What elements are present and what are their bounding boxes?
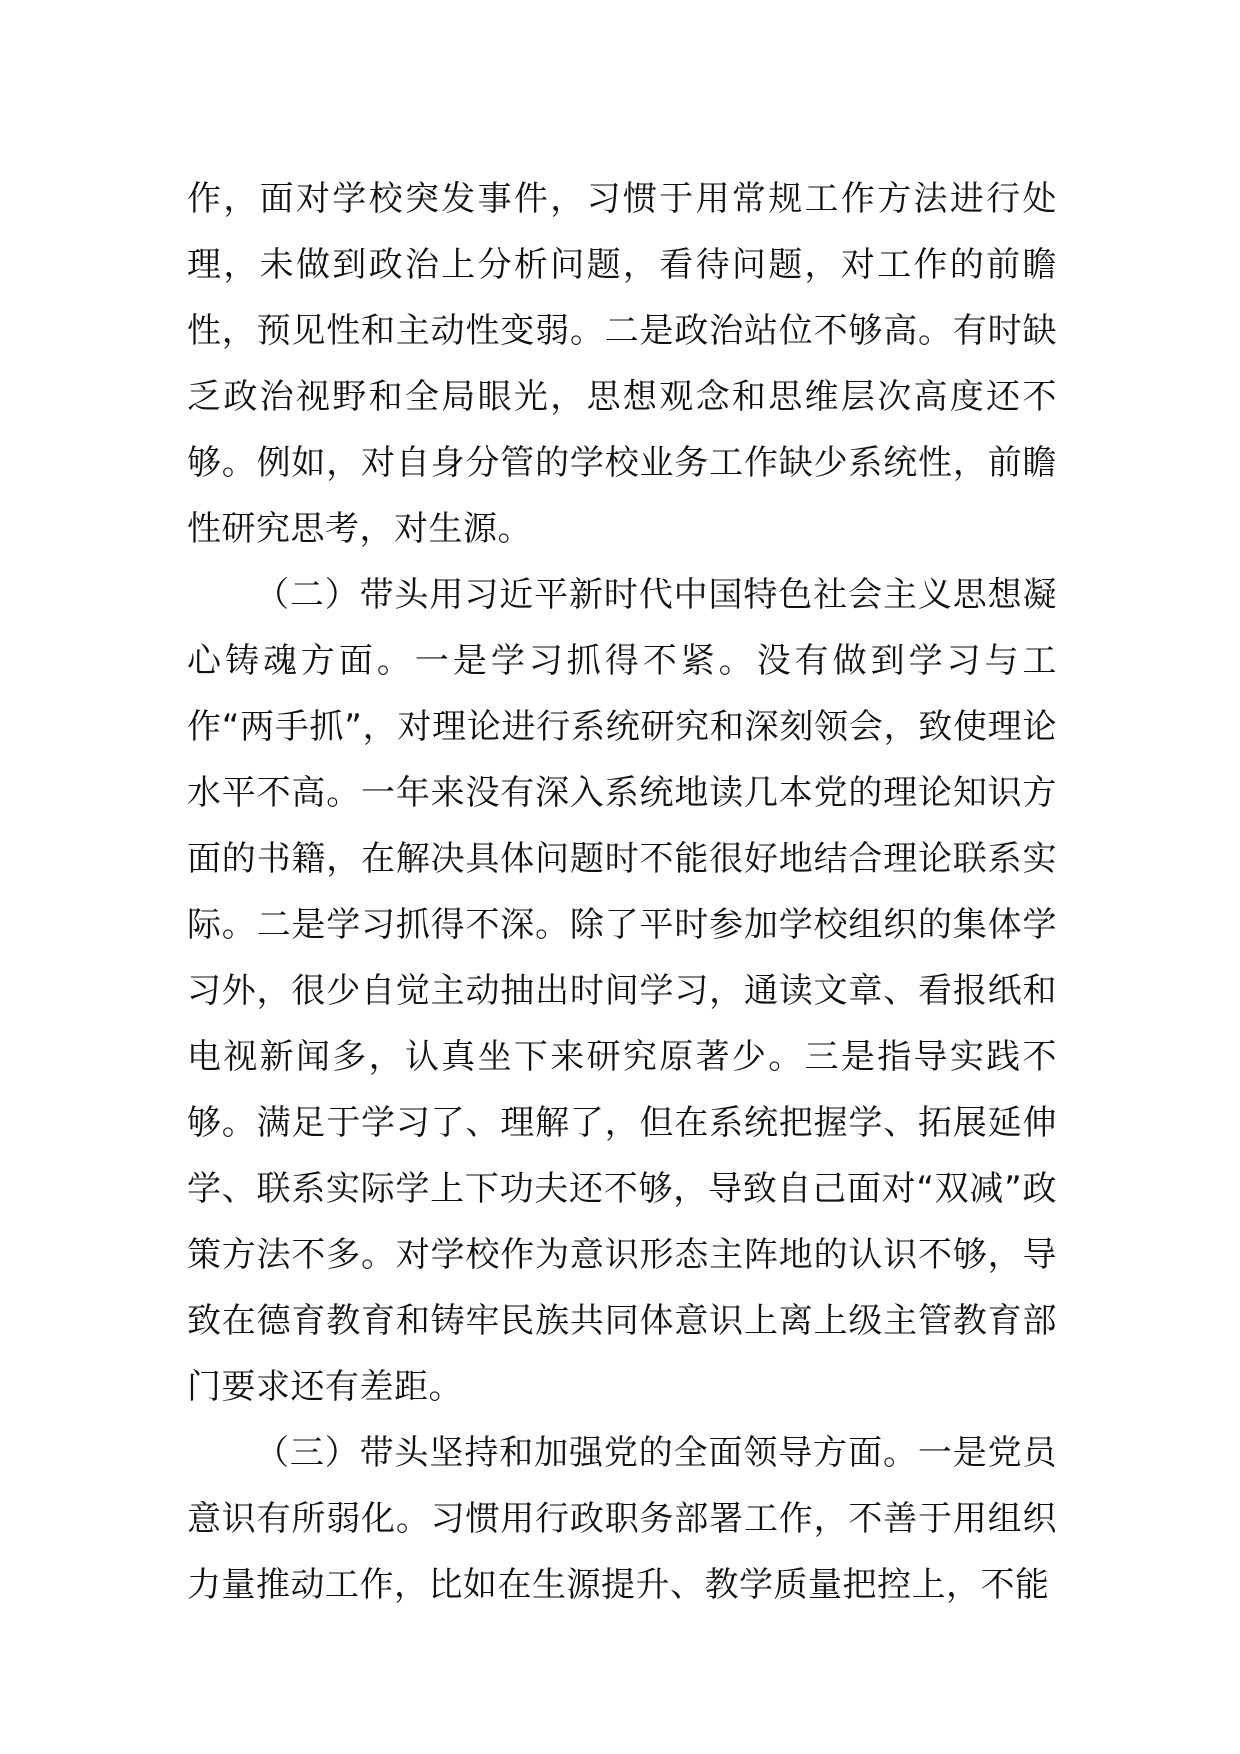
paragraph-continuation: 作，面对学校突发事件，习惯于用常规工作方法进行处理，未做到政治上分析问题，看待问题，对工作的前瞻性，预见性和主动性变弱。二是政治站位不够高。有时缺乏政治视野和全局眼光，思想观念和思维层次高度还不够。例如，对自身分管的学校业务工作缺少系统性，前瞻性研究思考，对生源。 — [187, 179, 1057, 549]
document-body — [187, 166, 1057, 1618]
paragraph-section-two: （二）带头用习近平新时代中国特色社会主义思想凝心铸魂方面。一是学习抓得不紧。没有做到学习与工作“两手抓”，对理论进行系统研究和深刻领会，致使理论水平不高。一年来没有深入系统地读几本党的理论知识方面的书籍，在解决具体问题时不能很好地结合理论联系实际。二是学习抓得不深。除了平时参加学校组织的集体学习外，很少自觉主动抽出时间学习，通读文章、看报纸和电视新闻多，认真坐下来研究原著少。三是指导实践不够。满足于学习了、理解了，但在系统把握学、拓展延伸学、联系实际学上下功夫还不够，导致自己面对“双减”政策方法不多。对学校作为意识形态主阵地的认识不够，导致在德育教育和铸牢民族共同体意识上离上级主管教育部门要求还有差距。 — [187, 575, 1057, 1407]
paragraph-section-three: （三）带头坚持和加强党的全面领导方面。一是党员意识有所弱化。习惯用行政职务部署工作，不善于用组织力量推动工作，比如在生源提升、教学质量把控上，不能 — [187, 1433, 1057, 1605]
